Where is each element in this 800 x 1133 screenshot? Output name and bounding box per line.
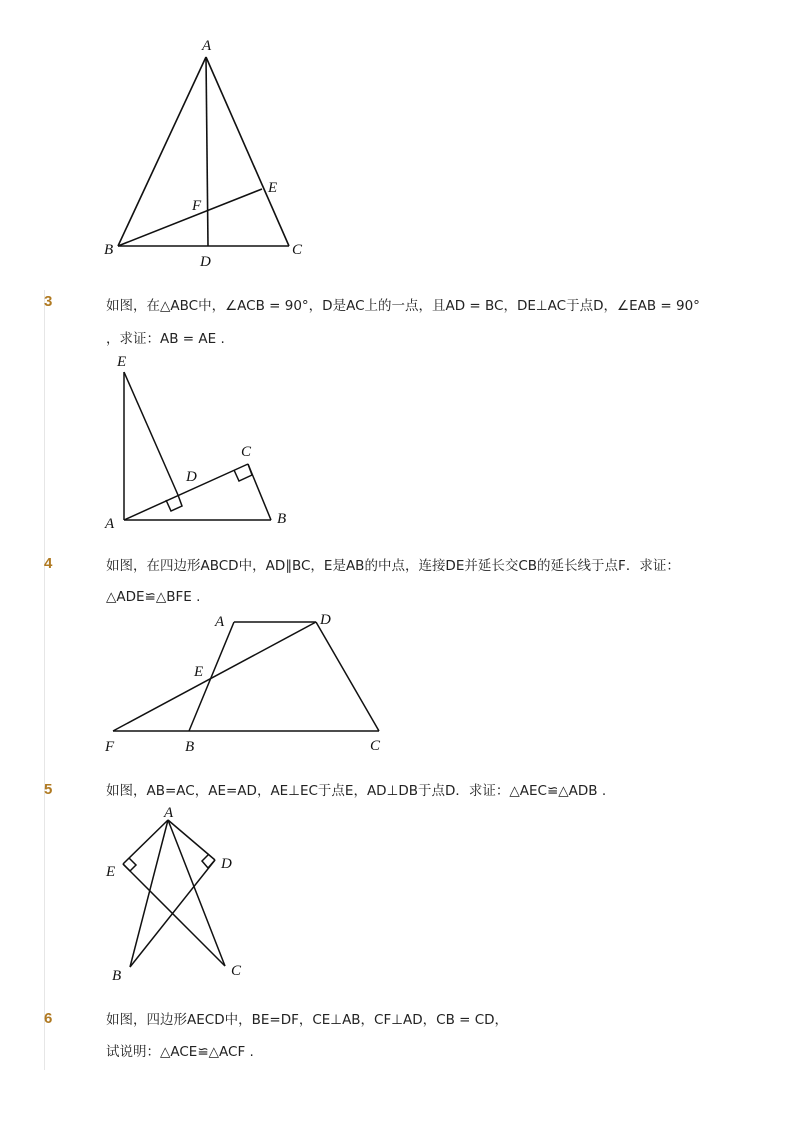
question-text-line: △ADE≌△BFE . — [106, 589, 201, 605]
segment-ab — [118, 57, 206, 246]
label-e: E — [117, 354, 127, 370]
segment-ab — [130, 820, 168, 967]
question-text-line: 试说明：△ACE≌△ACF . — [106, 1044, 254, 1060]
label-a: A — [202, 38, 212, 54]
label-d: D — [186, 469, 197, 485]
question-text-line: 如图，在△ABC中，∠ACB = 90°，D是AC上的一点，且AD = BC，DE⊥AC于点D，∠EAB = 90° — [106, 298, 700, 314]
figure-q5 — [100, 800, 260, 990]
question-text-line: 如图，AB=AC，AE=AD，AE⊥EC于点E，AD⊥DB于点D．求证：△AEC≌△ADB . — [106, 783, 607, 799]
label-c: C — [292, 242, 303, 258]
segment-ae — [123, 820, 168, 864]
figure-q4 — [100, 605, 390, 755]
label-b: B — [112, 968, 122, 984]
segment-ec — [123, 864, 225, 966]
left-rule — [44, 290, 45, 1070]
right-angle-mark-d — [202, 854, 215, 868]
segment-ad — [206, 57, 208, 246]
segment-df — [113, 622, 316, 731]
label-d: D — [320, 612, 331, 628]
label-c: C — [370, 738, 381, 754]
label-a: A — [164, 805, 174, 821]
question-text-line: ，求证：AB = AE . — [106, 331, 225, 347]
figure-triangle-abc — [95, 30, 325, 275]
label-b: B — [185, 739, 195, 755]
segment-ed — [124, 372, 178, 495]
question-number: 5 — [44, 781, 53, 798]
label-e: E — [268, 180, 278, 196]
question-number: 6 — [44, 1010, 53, 1027]
segment-dc — [316, 622, 379, 731]
label-c: C — [231, 963, 242, 979]
label-f: F — [105, 739, 115, 755]
segment-ac — [206, 57, 289, 246]
label-e: E — [194, 664, 204, 680]
label-c: C — [241, 444, 252, 460]
label-e: E — [106, 864, 116, 880]
figure-q3 — [100, 350, 300, 535]
segment-ac — [168, 820, 225, 966]
right-angle-mark-e — [123, 858, 136, 871]
label-f: F — [192, 198, 202, 214]
question-text-line: 如图，在四边形ABCD中，AD∥BC，E是AB的中点，连接DE并延长交CB的延长线于点F．求证： — [106, 558, 680, 574]
label-d: D — [221, 856, 232, 872]
label-a: A — [105, 516, 115, 532]
question-number: 3 — [44, 293, 53, 310]
label-a: A — [215, 614, 225, 630]
label-b: B — [104, 242, 114, 258]
segment-be — [118, 189, 262, 246]
question-number: 4 — [44, 555, 53, 572]
segment-db — [130, 860, 215, 967]
label-d: D — [200, 254, 211, 270]
question-text-line: 如图，四边形AECD中，BE=DF，CE⊥AB，CF⊥AD，CB = CD， — [106, 1012, 509, 1028]
label-b: B — [277, 511, 287, 527]
